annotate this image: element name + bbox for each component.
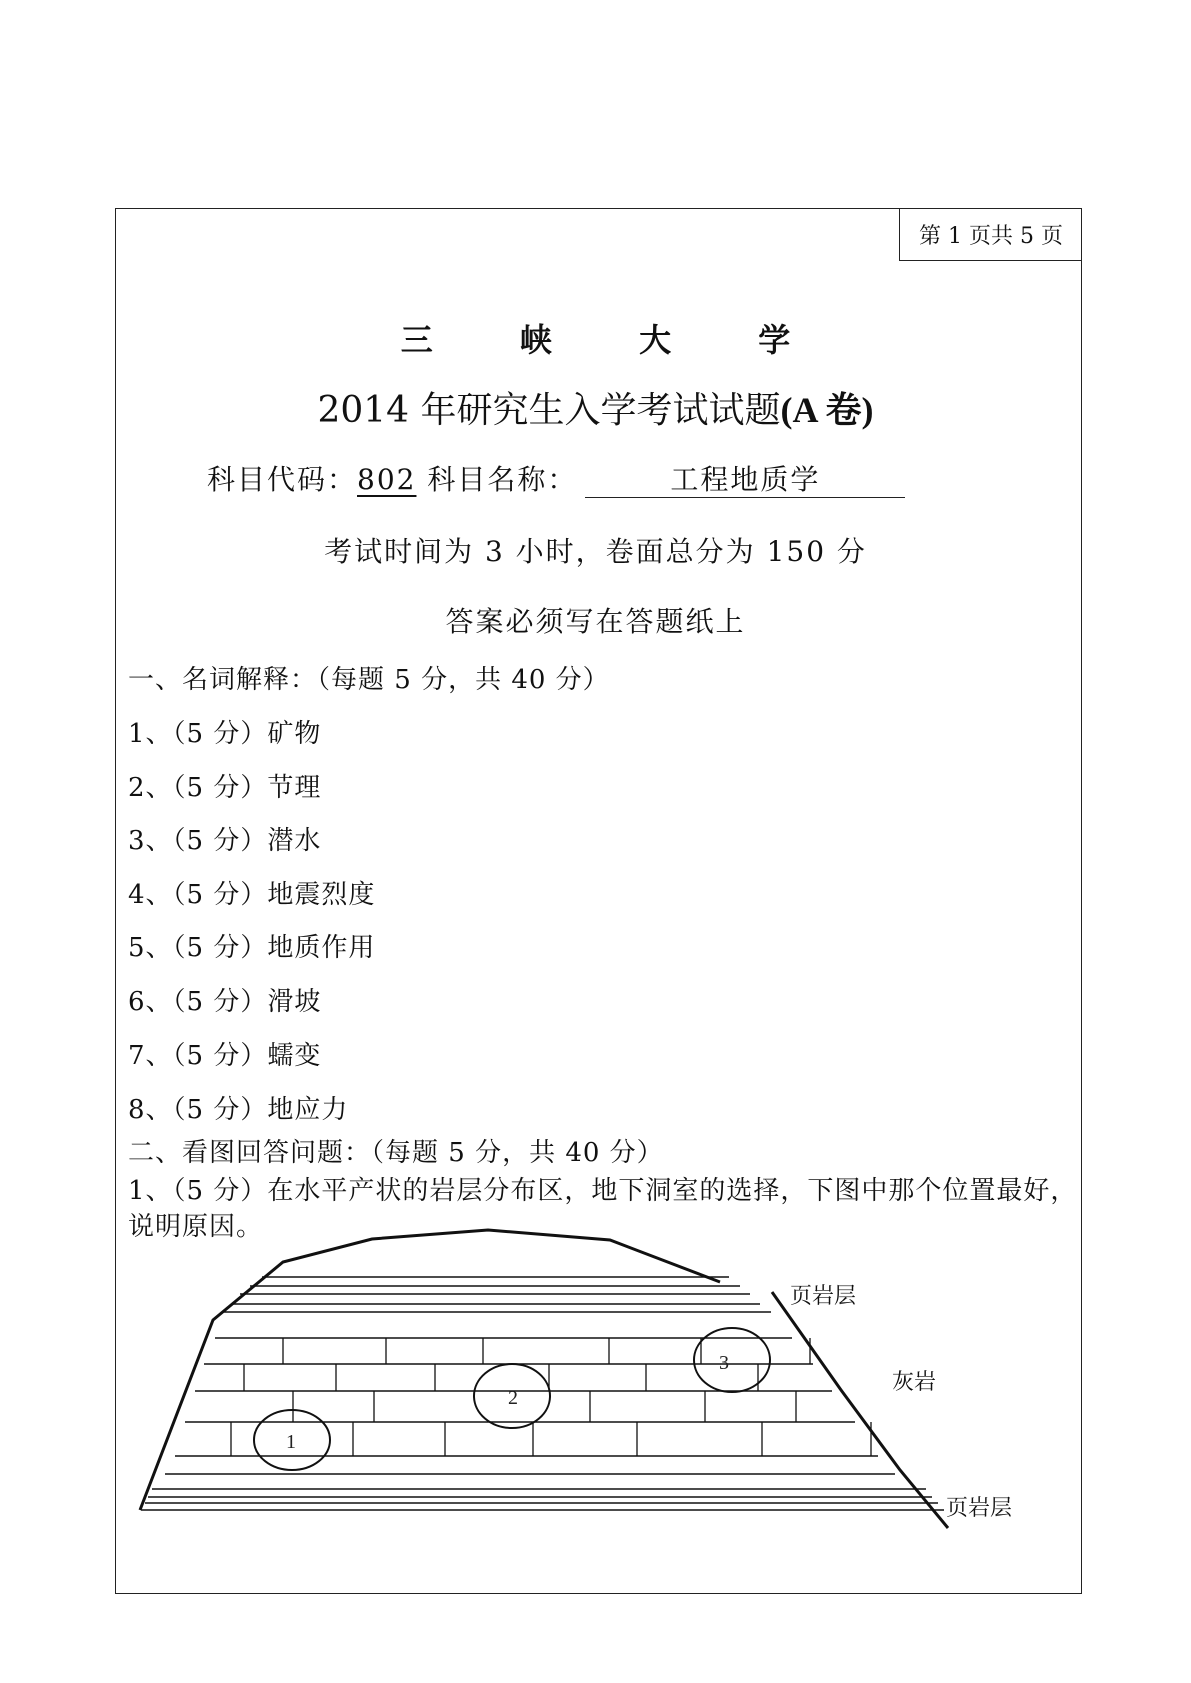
list-item: 5、（5 分）地质作用 [128, 933, 376, 963]
section2-question-1: 1、（5 分）在水平产状的岩层分布区，地下洞室的选择，下图中那个位置最好，说明原因。 [128, 1176, 1078, 1242]
list-item: 2、（5 分）节理 [128, 773, 322, 803]
list-item: 3、（5 分）潜水 [128, 826, 322, 856]
subject-name: 工程地质学 [585, 463, 905, 498]
answer-notice: 答案必须写在答题纸上 [445, 605, 746, 638]
university-name: 三 峡 大 学 [400, 321, 829, 359]
label-shale-bottom: 页岩层 [946, 1496, 1013, 1521]
label-shale-top: 页岩层 [790, 1284, 857, 1309]
limestone-layers [165, 1338, 895, 1474]
page-indicator: 第 1 页共 5 页 [899, 208, 1082, 261]
section2-heading: 二、看图回答问题：（每题 5 分，共 40 分） [128, 1138, 664, 1168]
list-item: 4、（5 分）地震烈度 [128, 880, 376, 910]
cavern-label-1: 1 [286, 1431, 296, 1453]
label-limestone: 灰岩 [892, 1370, 937, 1395]
list-item: 7、（5 分）蠕变 [128, 1041, 322, 1071]
exam-info: 考试时间为 3 小时，卷面总分为 150 分 [324, 535, 867, 568]
limestone-joints [231, 1338, 871, 1456]
section1-heading: 一、名词解释：（每题 5 分，共 40 分） [128, 665, 610, 695]
list-item: 8、（5 分）地应力 [128, 1095, 349, 1125]
list-item: 6、（5 分）滑坡 [128, 987, 322, 1017]
subject-code: 802 [357, 463, 417, 496]
subject-name-label: 科目名称： [427, 463, 578, 496]
exam-title-text: 2014 年研究生入学考试试题 [317, 390, 781, 431]
cavern-label-2: 2 [508, 1387, 518, 1409]
exam-paper-version: (A 卷) [780, 390, 874, 430]
shale-bottom-layers [141, 1489, 944, 1510]
shale-top-layers [223, 1277, 771, 1312]
cavern-label-3: 3 [719, 1352, 729, 1374]
list-item: 1、（5 分）矿物 [128, 719, 322, 749]
subject-code-label: 科目代码： [207, 463, 358, 496]
